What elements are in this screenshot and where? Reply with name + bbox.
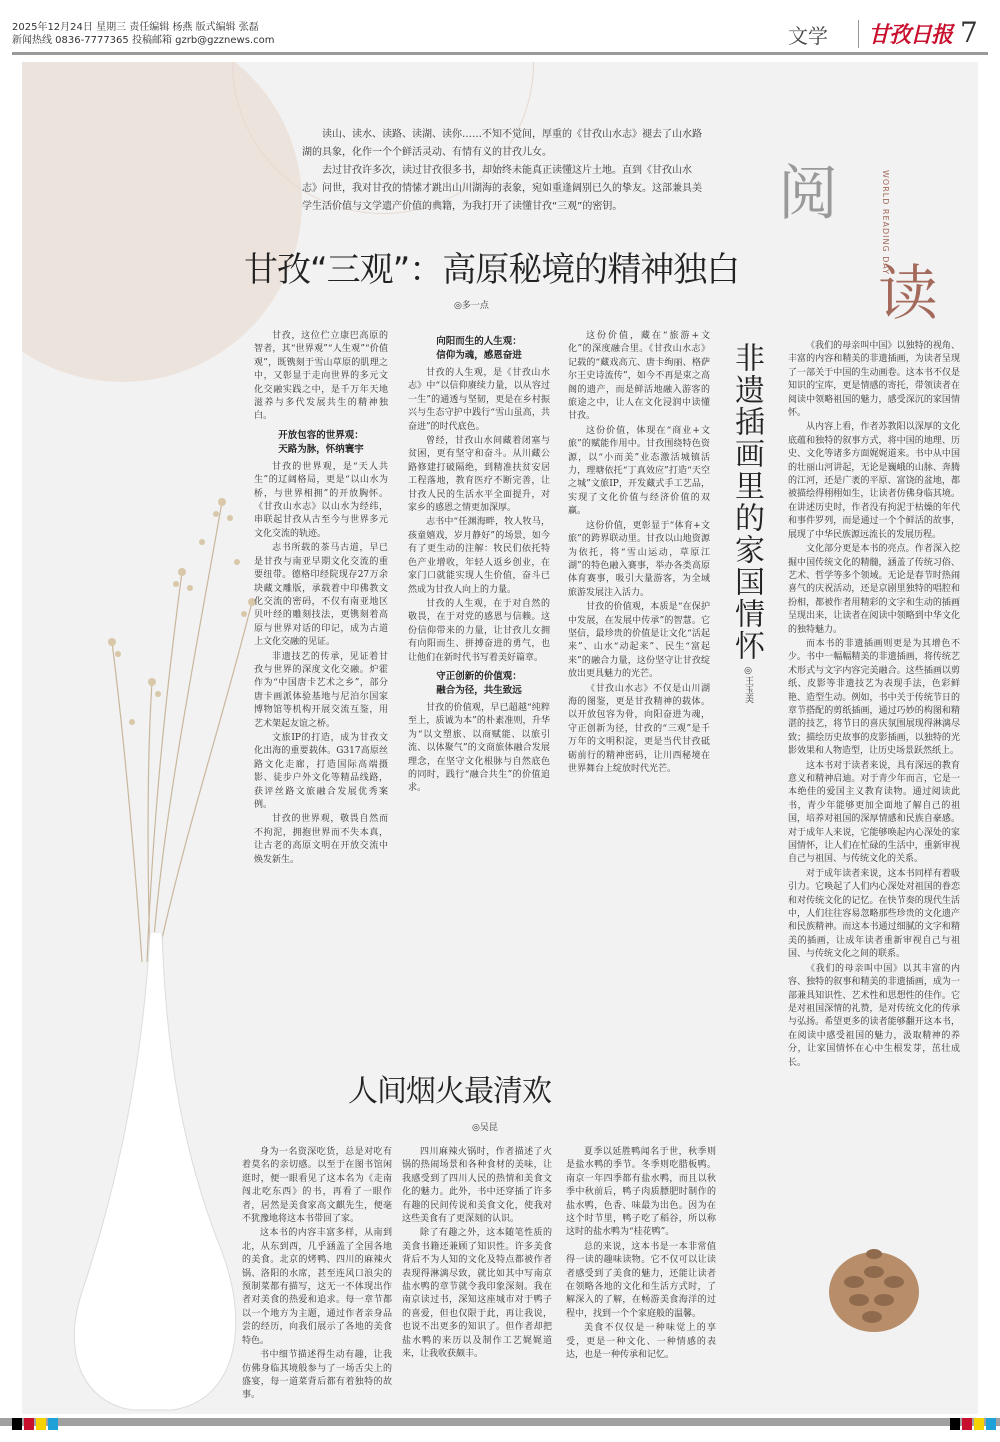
paragraph: 志书所载的茶马古道，早已是甘孜与南亚早期文化交流的重要纽带。德格印经院现存27万余块藏文雕版，承载着中印佛教文化交流的密码，不仅有南亚地区贝叶经的雕刻技法，更镌刻着高原与世界对话的印记，成为古道上文化交融的见证。 xyxy=(254,543,388,648)
paragraph: 曾经，甘孜山水间藏着闭塞与贫困，更有坚守和奋斗。从川藏公路修建打破隔绝，到精准扶贫安居工程落地，教育医疗不断完善，让甘孜人民的生活水平全面提升，对家乡的感恩之情更加深厚。 xyxy=(408,436,550,514)
subheading xyxy=(254,429,388,457)
paragraph: 书中细节描述得生动有趣，让我仿佛身临其境般参与了一场舌尖上的盛宴，每一道菜背后都有着独特的故事。 xyxy=(242,1350,392,1401)
registration-mark xyxy=(962,1418,972,1430)
article1-column-1 xyxy=(254,330,388,950)
registration-mark xyxy=(974,1418,984,1430)
subheading-line: 守正创新的价值观： xyxy=(436,670,522,682)
subheading-line: 开放包容的世界观： xyxy=(278,429,364,441)
registration-mark xyxy=(24,1418,34,1430)
article1-column-2 xyxy=(408,330,550,990)
paragraph: 四川麻辣火锅时，作者描述了火锅的热闹场景和各种食材的美味，让我感受到了四川人民的热情和美食文化的魅力。此外，书中还穿插了许多有趣的民间传说和美食文化，使我对这些美食有了更深刻的认识。 xyxy=(402,1147,552,1225)
registration-mark xyxy=(950,1418,960,1430)
subheading-line: 向阳而生的人生观： xyxy=(436,336,522,347)
article1-title: 甘孜“三观”：高原秘境的精神独白 xyxy=(244,250,740,290)
header-separator xyxy=(858,20,859,48)
paragraph: 除了有趣之外，这本随笔性质的美食书籍还兼顾了知识性。许多美食背后不为人知的文化及特点都被作者表现得淋漓尽致，就比如其中写南京盐水鸭的章节就令我印象深刻。我在南京读过书，深知这座城市对于鸭子的喜爱，但也仅限于此，再让我说，也说不出更多的知识了。但作者却把盐水鸭的来历以及制作工艺娓娓道来，让我收获颇丰。 xyxy=(402,1228,552,1360)
paragraph: 美食不仅仅是一种味觉上的享受，更是一种文化、一种情感的表达，也是一种传承和记忆。 xyxy=(566,1323,716,1361)
paragraph: 非遗技艺的传承，见证着甘孜与世界的深度文化交融。炉霍作为“中国唐卡艺术之乡”，部分唐卡画派体验基地与尼泊尔国家博物馆等机构开展交流互鉴，用艺术架起友谊之桥。 xyxy=(254,651,388,729)
intro-paragraph: 去过甘孜许多次，读过甘孜很多书，却始终未能真正读懂这片土地。直到《甘孜山水志》问世，我对甘孜的情愫才跳出山川湖海的表象，宛如重逢阔别已久的挚友。这部兼具美学生活价值与文学遗产价值的典籍，为我打开了读懂甘孜“三观”的密钥。 xyxy=(302,165,702,212)
paragraph: 甘孜的世界观，敬畏自然而不拘泥，拥抱世界而不失本真，让古老的高原文明在开放交流中焕发新生。 xyxy=(254,814,388,865)
pinecone-illustration xyxy=(814,1222,934,1342)
paragraph: 《甘孜山水志》不仅是山川湖海的图鉴，更是甘孜精神的载体。以开放包容为骨，向阳奋进为魂，守正创新为径，甘孜的“三观”是千万年的文明积淀，更是当代甘孜砥砺前行的精神密码，让川西秘境在世界舞台上绽放时代光芒。 xyxy=(568,683,710,774)
header-date-editors: 2025年12月24日 星期三 责任编辑 杨燕 版式编辑 张磊 xyxy=(12,22,259,33)
article2-author: ◎王玉美 xyxy=(743,666,753,703)
registration-mark xyxy=(12,1418,22,1430)
paragraph: 身为一名资深吃货，总是对吃有着莫名的亲切感。以至于在图书馆闲逛时，便一眼看见了这本名为《走南闯北吃东西》的书，再看了一眼作者，居然是美食家高文麒先生，便毫不犹豫地将这本书带回了家。 xyxy=(242,1147,392,1225)
paragraph: 文化部分更是本书的亮点。作者深入挖掘中国传统文化的精髓，涵盖了传统习俗、艺术、哲学等多个领域。无论是春节时热闹喜气的庆祝活动，还是京剧里独特的唱腔和扮相，都被作者用精彩的文字和生动的插画呈现出来，让读者在阅读中领略到中华文化的独特魅力。 xyxy=(788,544,960,635)
section-name: 文学 xyxy=(788,24,828,48)
footer-rule xyxy=(0,1418,1000,1426)
paragraph: 志书中“任渊海畔，牧人牧马，孩童嬉戏，岁月静好”的场景，如今有了更生动的注解：牧民们依托特色产业增收，年轻人返乡创业，在家门口就能实现人生价值，奋斗已然成为甘孜人向上的力量。 xyxy=(408,517,550,595)
paragraph: 甘孜的价值观，本质是“在保护中发展，在发展中传承”的智慧。它坚信，最珍贵的价值是让文化“活起来”、山水“动起来”、民生“富起来”的融合力量，这份坚守让甘孜绽放出更具魅力的光芒。 xyxy=(568,602,710,680)
paragraph: 对于成年读者来说，这本书同样有着吸引力。它唤起了人们内心深处对祖国的眷恋和对传统文化的记忆。在快节奏的现代生活中，人们往往容易忽略那些珍贵的文化遗产和民族精神。而这本书通过细腻的文字和精美的插画，让成年读者重新审视自己与祖国、与传统文化之间的联系。 xyxy=(788,868,960,960)
paragraph: 甘孜的世界观，是“天人共生”的辽阔格局，更是“以山水为桥，与世界相拥”的开放胸怀。《甘孜山水志》以山水为经纬，串联起甘孜从古至今与世界多元文化交流的轨迹。 xyxy=(254,461,388,539)
article3-title: 人间烟火最清欢 xyxy=(348,1074,551,1109)
paragraph: 这本书对于读者来说，具有深远的教育意义和精神启迪。对于青少年而言，它是一本绝佳的爱国主义教育读物。通过阅读此书，青少年能够更加全面地了解自己的祖国，培养对祖国的深厚情感和民族自豪感。对于成年人来说，它能够唤起内心深处的家国情怀，让人们在忙碌的生活中，重新审视自己与祖国、与传统文化的关系。 xyxy=(788,760,960,865)
registration-mark xyxy=(986,1418,996,1430)
reading-logo-char2: 读 xyxy=(878,259,938,329)
paragraph: 甘孜的人生观，在于对自然的敬畏，在于对党的感恩与信赖。这份信仰带来的力量，让甘孜儿女拥有向阳而生、拼搏奋进的勇气，也让他们在新时代书写着美好篇章。 xyxy=(408,598,550,663)
paragraph: 这份价值，体现在“商业+文旅”的赋能作用中。甘孜围绕特色资源，以“小而美”业态激活城镇活力，理塘依托“丁真效应”打造“天空之城”文旅IP，开发藏式手工艺品，实现了文化价值与经济价值的双赢。 xyxy=(568,425,710,517)
reading-logo-english: WORLD READING DAY xyxy=(881,170,890,276)
paragraph: 甘孜的价值观，早已超越“纯粹至上，质诚为本”的朴素准则，升华为“以文塑旅、以商赋能、以旅引流、以体聚气”的文商旅体融合发展理念，在坚守文化根脉与自然底色的同时，践行“融合共生”的价值追求。 xyxy=(408,702,550,794)
paragraph: 这份价值，藏在“旅游+文化”的深度融合里。《甘孜山水志》记载的“藏戏高亢、唐卡绚丽、格萨尔王史诗流传”，如今不再是束之高阁的遗产，而是鲜活地融入游客的旅途之中，让人在文化浸润中读懂甘孜。 xyxy=(568,331,710,422)
article3-author: ◎吴昆 xyxy=(472,1123,498,1133)
paragraph: 这本书的内容丰富多样，从南到北，从东到西，几乎涵盖了全国各地的美食。北京的烤鸭、四川的麻辣火锅、洛阳的水席，甚至连风口浪尖的预制菜都有描写，这无一不体现出作者对美食的热爱和追求。每一章节都以一个地方为主题，通过作者亲身品尝的经历，向我们展示了各地的美食特色。 xyxy=(242,1228,392,1346)
article2-column xyxy=(788,340,960,1200)
paragraph: 文旅IP的打造，成为甘孜文化出海的重要载体。G317高原丝路文化走廊，打造国际高端摄影、徒步户外文化等精品线路，获评丝路文旅融合发展优秀案例。 xyxy=(254,732,388,810)
paragraph: 从内容上看，作者苏教阳以深厚的文化底蕴和独特的叙事方式，将中国的地理、历史、文化等诸多方面娓娓道来。书中从中国的壮丽山河讲起，无论是巍峨的山脉、奔腾的江河，还是广袤的平原、富饶的盆地，都被描绘得栩栩如生，让读者仿佛身临其境。在讲述历史时，作者没有拘泥于枯燥的年代和事件罗列，而是通过一个个鲜活的故事，展现了中华民族源远流长的发展历程。 xyxy=(788,422,960,540)
white-vase-illustration xyxy=(62,932,262,1412)
article3-column-3 xyxy=(566,1146,716,1404)
registration-mark xyxy=(48,1418,58,1430)
subheading-line: 信仰为魂，感恩奋进 xyxy=(436,350,522,361)
registration-mark xyxy=(36,1418,46,1430)
page-content xyxy=(22,62,978,1414)
newspaper-logo: 甘孜日报 xyxy=(868,22,953,48)
intro-paragraph: 读山、读水、读路、读湖、读你……不知不觉间，厚重的《甘孜山水志》褪去了山水路湖的具象，化作一个个鲜活灵动、有情有义的甘孜儿女。 xyxy=(302,129,702,158)
subheading-line: 天路为脉，怀纳寰宇 xyxy=(278,443,364,455)
paragraph: 而本书的非遗插画则更是为其增色不少。书中一幅幅精美的非遗插画，将传统艺术形式与文字内容完美融合。这些插画以剪纸、皮影等非遗技艺为表现手法，色彩鲜艳、造型生动。例如，书中关于传统节日的章节搭配的剪纸插画，通过巧妙的构图和精湛的技艺，将节日的喜庆氛围展现得淋漓尽致；描绘历史故事的皮影插画，以独特的光影效果和人物造型，让历史场景跃然纸上。 xyxy=(788,638,960,757)
paragraph: 甘孜的人生观，是《甘孜山水志》中“以信仰赓续力量，以从容过一生”的通透与坚韧，更是在乡村振兴与生态守护中践行“雪山虽高，共奋进”的时代底色。 xyxy=(408,368,550,432)
paragraph: 夏季以延胜鸭闻名于世，秋季则是盐水鸭的季节。冬季则吃腊板鸭。南京一年四季都有盐水鸭，而且以秋季中秋前后，鸭子肉质膘肥时制作的盐水鸭，色香、味最为出色。因为在这个时节里，鸭子吃了稻谷，所以称这时的盐水鸭为“桂花鸭”。 xyxy=(566,1147,716,1238)
article1-column-3 xyxy=(568,330,710,990)
paragraph: 总的来说，这本书是一本非常值得一读的趣味读物。它不仅可以让读者感受到了美食的魅力，还能让读者在领略各地的文化和生活方式时，了解深入的了解，在畅游美食海洋的过程中，找到一个个家庭般的温馨。 xyxy=(566,1241,716,1319)
subheading-line: 融合为径，共生致远 xyxy=(436,684,522,696)
article1-intro xyxy=(302,126,702,216)
article3-column-1 xyxy=(242,1146,392,1404)
paragraph: 《我们的母亲叫中国》以独特的视角、丰富的内容和精美的非遗插画，为读者呈现了一部关于中国的生动画卷。这本书不仅是知识的宝库，更是情感的寄托，带领读者在阅读中领略祖国的魅力，感受深沉的家国情怀。 xyxy=(788,341,960,419)
subheading xyxy=(408,670,550,698)
article1-author: ◎多一点 xyxy=(454,301,489,311)
header-contact: 新闻热线 0836-7777365 投稿邮箱 gzrb@gzznews.com xyxy=(12,35,275,46)
dried-flowers-illustration xyxy=(92,422,272,962)
article3-column-2 xyxy=(402,1146,552,1404)
paragraph: 《我们的母亲叫中国》以其丰富的内容、独特的叙事和精美的非遗插画，成为一部兼具知识性、艺术性和思想性的佳作。它是对祖国深情的礼赞，是对传统文化的传承与弘扬。希望更多的读者能够翻开这本书，在阅读中感受祖国的魅力，汲取精神的养分，让家国情怀在心中生根发芽，茁壮成长。 xyxy=(788,963,960,1068)
page-number: 7 xyxy=(960,16,978,49)
subheading xyxy=(408,335,550,363)
page-header xyxy=(0,0,1000,56)
paragraph: 这份价值，更彰显于“体育+文旅”的跨界联动里。甘孜以山地资源为依托，将“雪山运动，草原江湖”的特色融入赛事，举办各类高原体育赛事，吸引大量游客，为全域旅游发展注入活力。 xyxy=(568,520,710,598)
paragraph: 甘孜，这位伫立康巴高原的智者，其“世界观”“人生观”“价值观”，既镌刻于雪山草原的肌理之中，又彰显于走向世界的多元文化交融实践之中，是千万年天地滋养与多代发展共生的精神独白。 xyxy=(254,331,388,422)
article2-title: 非遗插画里的家国情怀 xyxy=(729,342,764,662)
reading-logo-char1: 阅 xyxy=(778,159,838,229)
header-rule xyxy=(12,52,988,55)
